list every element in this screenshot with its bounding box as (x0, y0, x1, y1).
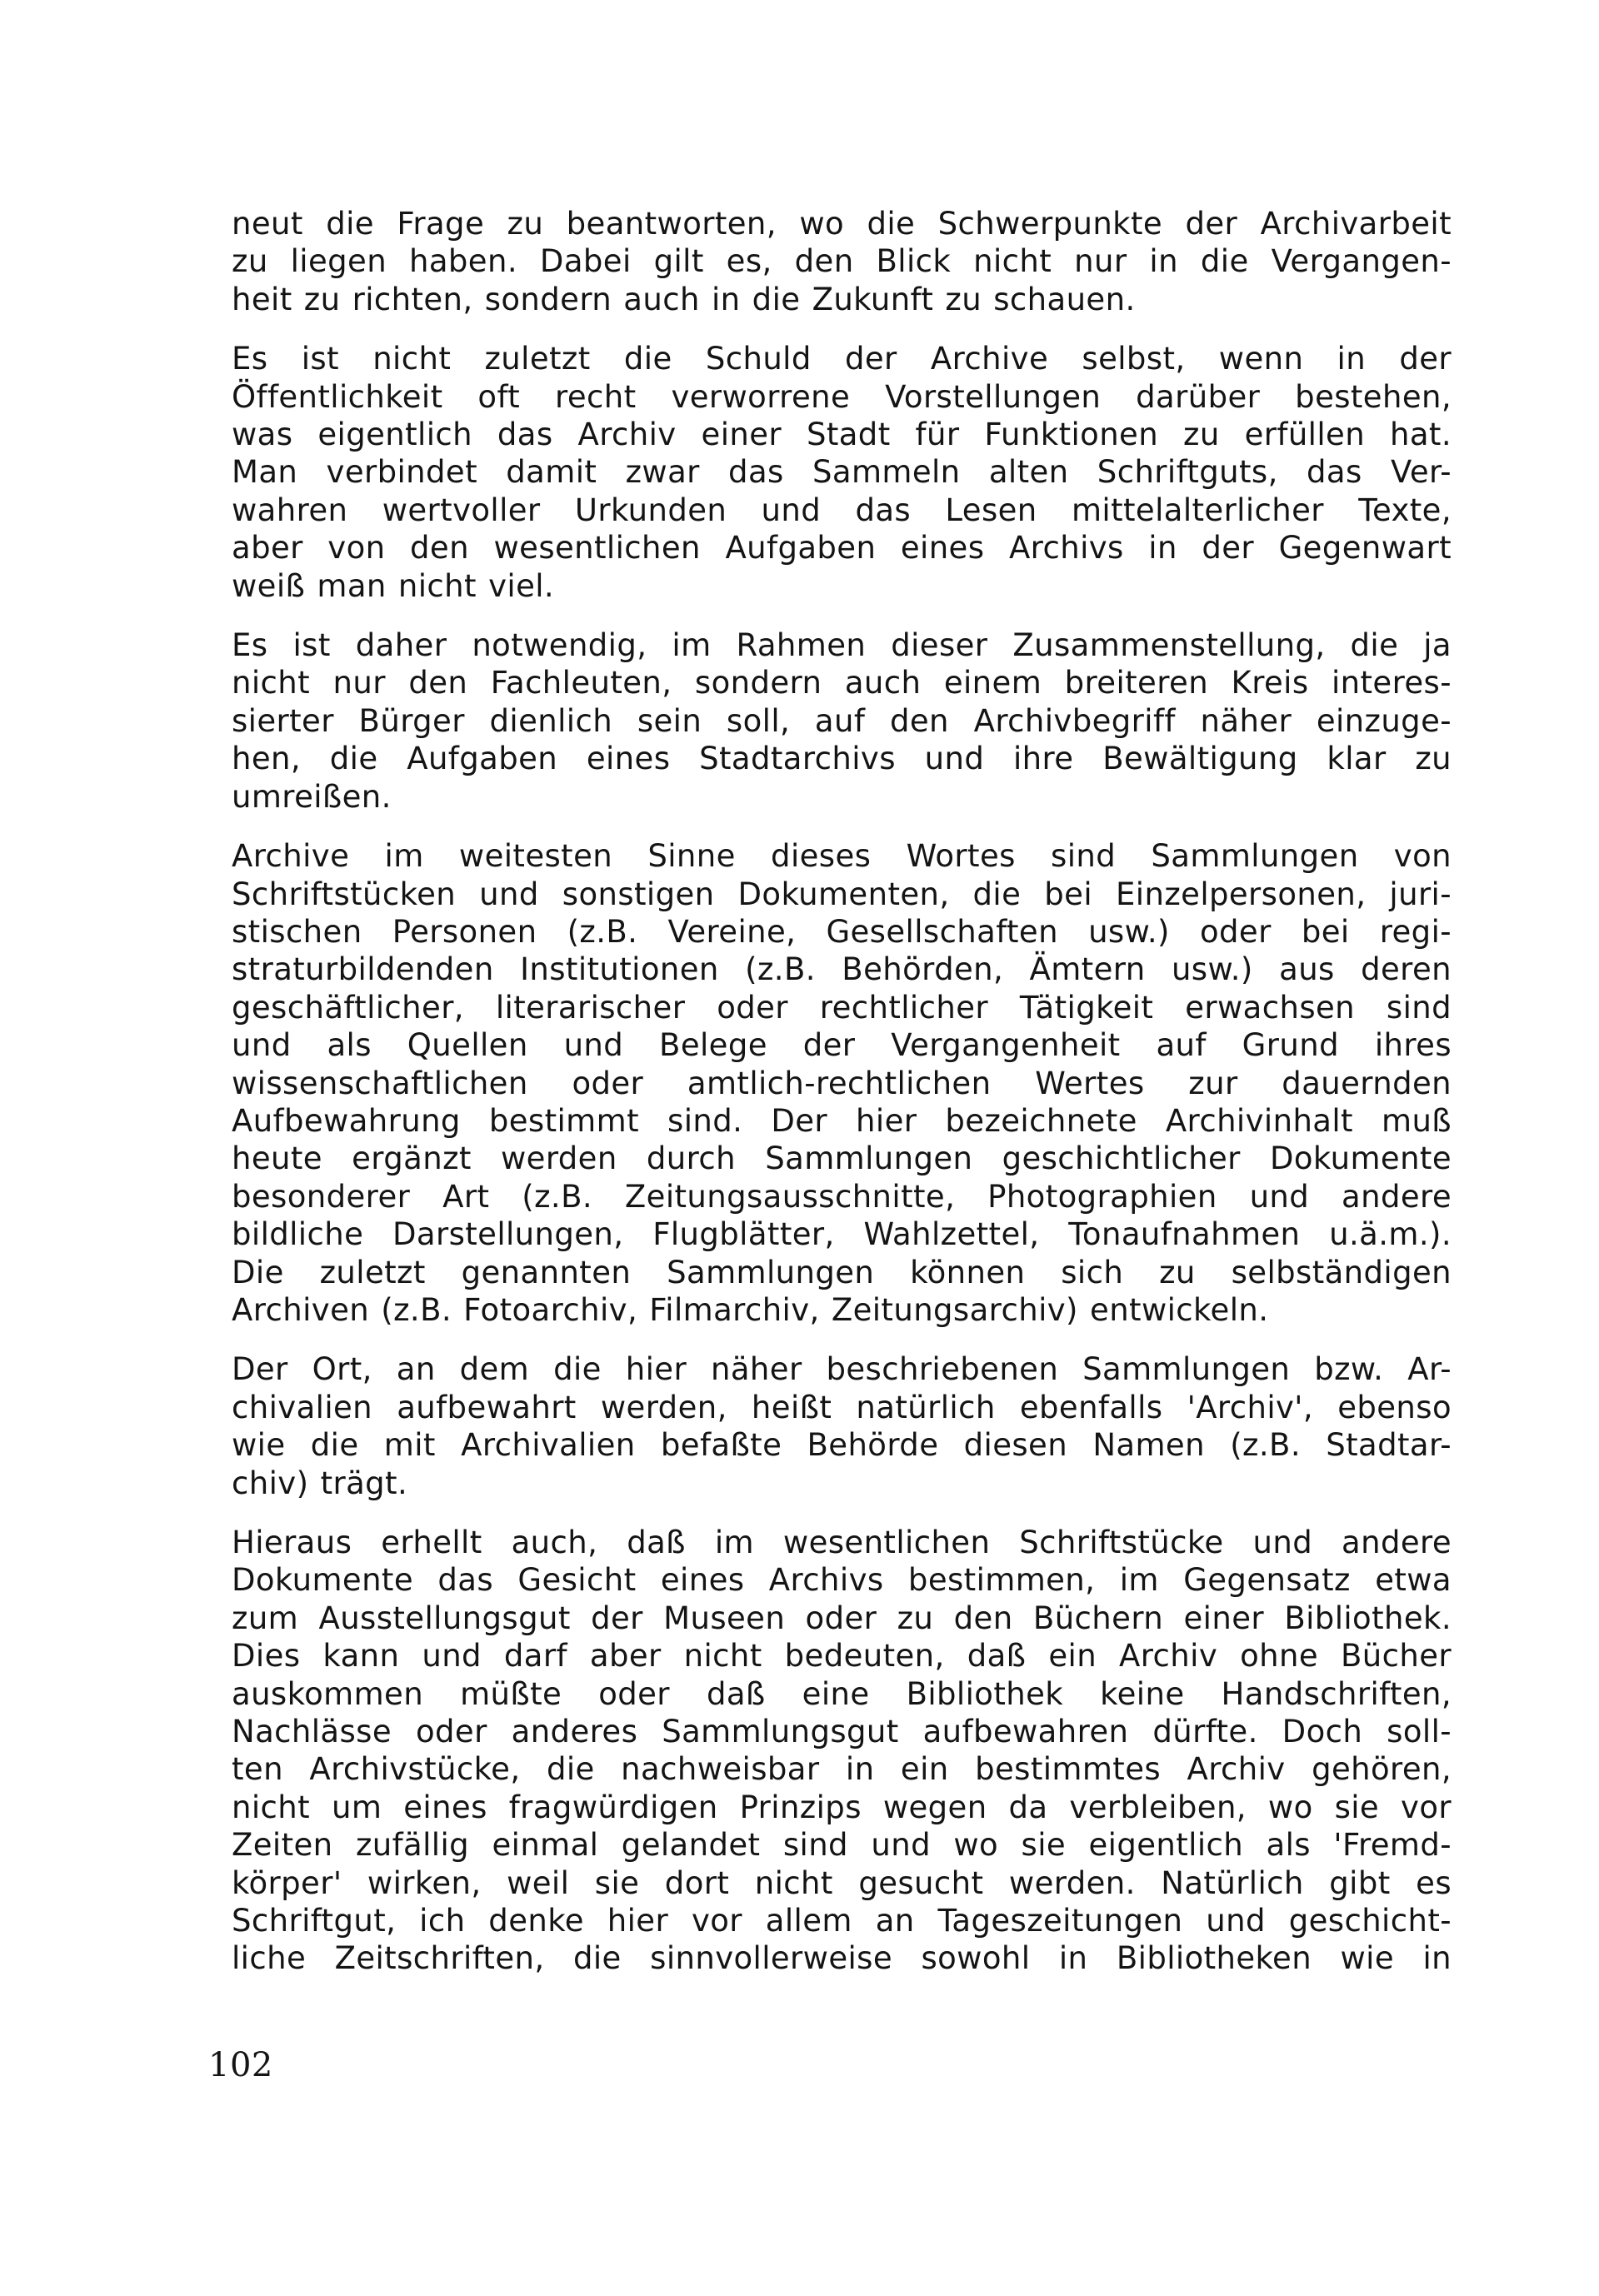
text-line: straturbildenden Institutionen (z.B. Behörden, Ämtern usw.) aus deren (232, 951, 1452, 988)
text-line: weiß man nicht viel. (232, 567, 555, 604)
text-line: bildliche Darstellungen, Flugblätter, Wahlzettel, Tonaufnahmen u.ä.m.). (232, 1216, 1452, 1253)
text-line: Archive im weitesten Sinne dieses Wortes sind Sammlungen von (232, 838, 1452, 875)
text-line: auskommen müßte oder daß eine Bibliothek keine Handschriften, (232, 1675, 1452, 1712)
text-line: Schriftgut, ich denke hier vor allem an Tageszeitungen und geschicht- (232, 1903, 1452, 1939)
text-line: Man verbindet damit zwar das Sammeln alten Schriftguts, das Ver- (232, 454, 1452, 491)
body-text (232, 205, 1452, 1999)
text-line: besonderer Art (z.B. Zeitungsausschnitte, Photographien und andere (232, 1178, 1452, 1215)
text-line: Zeiten zufällig einmal gelandet sind und wo sie eigentlich als 'Fremd- (232, 1827, 1452, 1864)
text-line: sierter Bürger dienlich sein soll, auf den Archivbegriff näher einzuge- (232, 702, 1452, 739)
text-line: wie die mit Archivalien befaßte Behörde diesen Namen (z.B. Stadtar- (232, 1427, 1452, 1464)
text-line: körper' wirken, weil sie dort nicht gesucht werden. Natürlich gibt es (232, 1864, 1452, 1901)
text-line: und als Quellen und Belege der Vergangenheit auf Grund ihres (232, 1027, 1452, 1064)
text-line: Die zuletzt genannten Sammlungen können sich zu selbständigen (232, 1254, 1452, 1290)
text-line: Nachlässe oder anderes Sammlungsgut aufbewahren dürfte. Doch soll- (232, 1714, 1452, 1750)
text-line: Öffentlichkeit oft recht verworrene Vorstellungen darüber bestehen, (232, 378, 1452, 415)
text-line: nicht nur den Fachleuten, sondern auch einem breiteren Kreis interes- (232, 665, 1452, 701)
paragraph (232, 1350, 1452, 1502)
text-line: aber von den wesentlichen Aufgaben eines Archivs in der Gegenwart (232, 530, 1452, 567)
text-line: wissenschaftlichen oder amtlich-rechtlichen Wertes zur dauernden (232, 1065, 1452, 1101)
text-line: umreißen. (232, 778, 392, 815)
text-line: Es ist nicht zuletzt die Schuld der Archive selbst, wenn in der (232, 341, 1452, 377)
text-line: heute ergänzt werden durch Sammlungen geschichtlicher Dokumente (232, 1141, 1452, 1177)
page-number: 102 (208, 2046, 273, 2084)
text-line: stischen Personen (z.B. Vereine, Gesellschaften usw.) oder bei regi- (232, 913, 1452, 950)
text-line: geschäftlicher, literarischer oder rechtlicher Tätigkeit erwachsen sind (232, 989, 1452, 1026)
paragraph (232, 205, 1452, 318)
text-line: nicht um eines fragwürdigen Prinzips wegen da verbleiben, wo sie vor (232, 1789, 1452, 1825)
text-line: wahren wertvoller Urkunden und das Lesen mittelalterlicher Texte, (232, 492, 1452, 528)
paragraph (232, 340, 1452, 605)
text-line: chivalien aufbewahrt werden, heißt natürlich ebenfalls 'Archiv', ebenso (232, 1389, 1452, 1425)
text-line: chiv) trägt. (232, 1465, 408, 1501)
text-line: Es ist daher notwendig, im Rahmen dieser Zusammenstellung, die ja (232, 627, 1452, 664)
text-line: Hieraus erhellt auch, daß im wesentlichen Schriftstücke und andere (232, 1525, 1452, 1560)
text-line: Der Ort, an dem die hier näher beschriebenen Sammlungen bzw. Ar- (232, 1351, 1452, 1388)
text-line: zu liegen haben. Dabei gilt es, den Blick nicht nur in die Vergangen- (232, 243, 1452, 280)
text-line: Dokumente das Gesicht eines Archivs bestimmen, im Gegensatz etwa (232, 1562, 1452, 1599)
paragraph (232, 837, 1452, 1329)
paragraph (232, 626, 1452, 816)
text-line: neut die Frage zu beantworten, wo die Schwerpunkte der Archivarbeit (232, 206, 1452, 242)
text-line: ten Archivstücke, die nachweisbar in ein bestimmtes Archiv gehören, (232, 1751, 1452, 1788)
text-line: Archiven (z.B. Fotoarchiv, Filmarchiv, Zeitungsarchiv) entwickeln. (232, 1291, 1269, 1328)
text-line: was eigentlich das Archiv einer Stadt für Funktionen zu erfüllen hat. (232, 417, 1452, 453)
text-line: zum Ausstellungsgut der Museen oder zu den Büchern einer Bibliothek. (232, 1600, 1452, 1636)
paragraph (232, 1524, 1452, 1978)
text-line: liche Zeitschriften, die sinnvollerweise sowohl in Bibliotheken wie in (232, 1940, 1452, 1977)
text-line: Aufbewahrung bestimmt sind. Der hier bezeichnete Archivinhalt muß (232, 1102, 1452, 1139)
text-line: heit zu richten, sondern auch in die Zukunft zu schauen. (232, 281, 1136, 317)
text-line: Schriftstücken und sonstigen Dokumenten, die bei Einzelpersonen, juri- (232, 876, 1452, 912)
text-line: Dies kann und darf aber nicht bedeuten, daß ein Archiv ohne Bücher (232, 1638, 1452, 1675)
text-line: hen, die Aufgaben eines Stadtarchivs und ihre Bewältigung klar zu (232, 741, 1452, 777)
